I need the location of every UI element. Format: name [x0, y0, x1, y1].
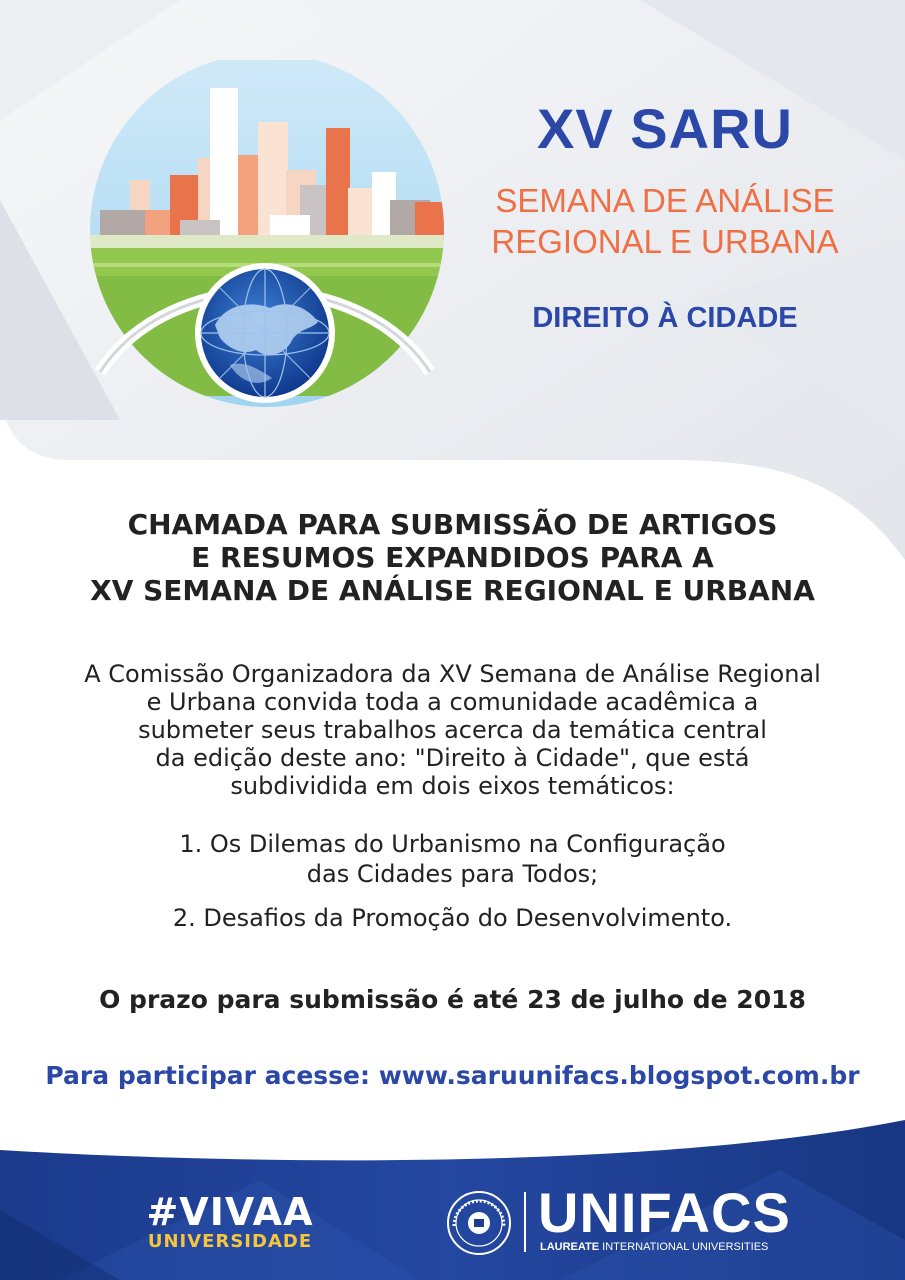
deadline-text: O prazo para submissão é até 23 de julho de 2018	[99, 985, 806, 1014]
thematic-axis-1	[30, 829, 875, 889]
axis-line: 1. Os Dilemas do Urbanismo na Configuração	[179, 830, 726, 858]
event-subtitle	[440, 180, 890, 262]
axis-line: das Cidades para Todos;	[306, 860, 599, 888]
intro-line: submeter seus trabalhos acerca da temática central	[138, 716, 767, 744]
laureate-bold: LAUREATE	[540, 1241, 600, 1253]
seal-icon	[446, 1190, 512, 1256]
intro-line: subdividida em dois eixos temáticos:	[230, 772, 675, 800]
globe-eye-icon	[195, 263, 335, 403]
participate-link[interactable]: Para participar acesse: www.saruunifacs.blogspot.com.br	[45, 1061, 860, 1090]
event-subtitle-line: SEMANA DE ANÁLISE	[495, 182, 835, 219]
viva-line: #VIVAA	[146, 1190, 314, 1234]
headline-line: XV SEMANA DE ANÁLISE REGIONAL E URBANA	[90, 574, 815, 607]
thematic-axis-2	[30, 903, 875, 933]
intro-paragraph	[30, 660, 875, 800]
call-headline	[40, 508, 865, 607]
laureate-tagline	[540, 1241, 768, 1253]
intro-line: da edição deste ano: "Direito à Cidade", que está	[155, 744, 750, 772]
intro-line: e Urbana convida toda a comunidade acadêmica a	[146, 688, 759, 716]
event-acronym: XV SARU	[537, 97, 793, 160]
headline-line: CHAMADA PARA SUBMISSÃO DE ARTIGOS	[127, 508, 778, 541]
event-theme: DIREITO À CIDADE	[532, 302, 798, 334]
headline-line: E RESUMOS EXPANDIDOS PARA A	[191, 541, 714, 574]
intro-line: A Comissão Organizadora da XV Semana de Análise Regional	[84, 660, 821, 688]
city-skyline-icon	[60, 60, 470, 420]
event-subtitle-line: REGIONAL E URBANA	[491, 223, 839, 260]
viva-a-universidade-logo	[130, 1192, 330, 1252]
footer-divider	[524, 1192, 526, 1252]
laureate-rest: INTERNATIONAL UNIVERSITIES	[599, 1241, 769, 1253]
axis-line: 2. Desafios da Promoção do Desenvolvimento.	[172, 904, 733, 932]
viva-line: UNIVERSIDADE	[147, 1231, 313, 1252]
unifacs-logo: UNIFACS	[538, 1181, 791, 1244]
